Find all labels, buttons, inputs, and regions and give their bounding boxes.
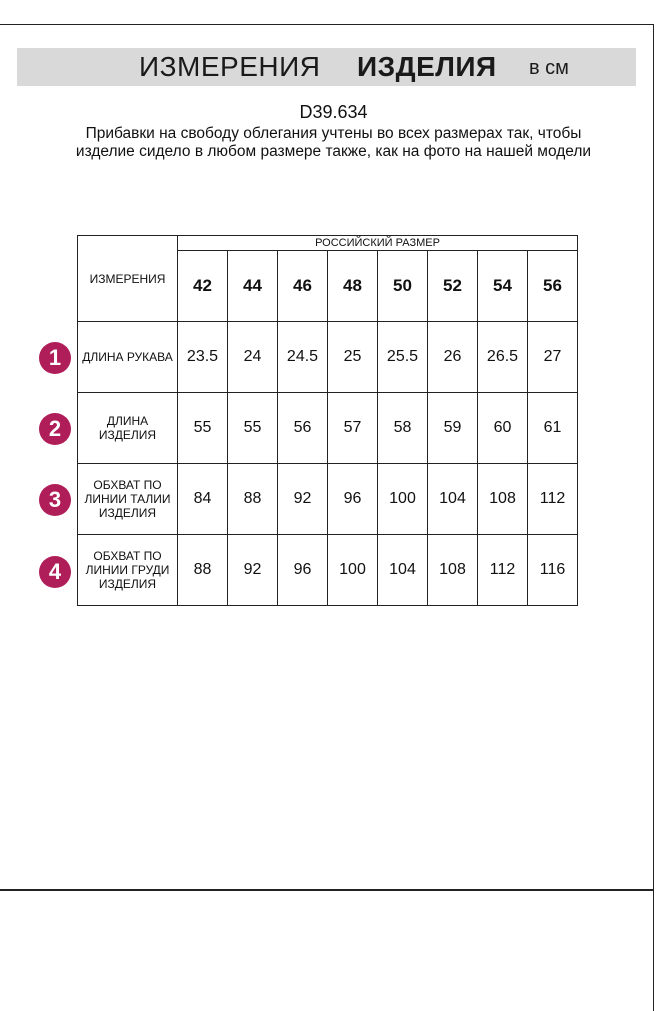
value-cell: 96 bbox=[278, 535, 328, 606]
value-cell: 112 bbox=[478, 535, 528, 606]
table-row bbox=[78, 322, 578, 393]
table-row bbox=[78, 535, 578, 606]
value-cell: 25.5 bbox=[378, 322, 428, 393]
unit-label: в см bbox=[529, 57, 569, 79]
value-cell: 100 bbox=[378, 464, 428, 535]
fit-note: Прибавки на свободу облегания учтены во всех размерах так, чтобы изделие сидело в любом размере также, как на фото на нашей модели bbox=[75, 125, 592, 160]
value-cell: 84 bbox=[178, 464, 228, 535]
size-header: 50 bbox=[378, 251, 428, 322]
value-cell: 104 bbox=[428, 464, 478, 535]
row-number-badge: 1 bbox=[39, 342, 71, 374]
row-number-badge: 3 bbox=[39, 484, 71, 516]
title-part1: ИЗМЕРЕНИЯ bbox=[139, 51, 321, 82]
value-cell: 55 bbox=[228, 393, 278, 464]
size-header: 52 bbox=[428, 251, 478, 322]
row-label: ОБХВАТ ПО ЛИНИИ ГРУДИ ИЗДЕЛИЯ bbox=[78, 535, 178, 606]
value-cell: 96 bbox=[328, 464, 378, 535]
value-cell: 92 bbox=[278, 464, 328, 535]
bottom-frame bbox=[0, 890, 654, 1011]
row-label: ДЛИНА ИЗДЕЛИЯ bbox=[78, 393, 178, 464]
value-cell: 112 bbox=[528, 464, 578, 535]
value-cell: 108 bbox=[428, 535, 478, 606]
table-row bbox=[78, 464, 578, 535]
value-cell: 23.5 bbox=[178, 322, 228, 393]
value-cell: 58 bbox=[378, 393, 428, 464]
size-header: 54 bbox=[478, 251, 528, 322]
value-cell: 100 bbox=[328, 535, 378, 606]
value-cell: 92 bbox=[228, 535, 278, 606]
value-cell: 26.5 bbox=[478, 322, 528, 393]
size-header: 46 bbox=[278, 251, 328, 322]
value-cell: 56 bbox=[278, 393, 328, 464]
value-cell: 88 bbox=[178, 535, 228, 606]
value-cell: 116 bbox=[528, 535, 578, 606]
size-header: 56 bbox=[528, 251, 578, 322]
table-row bbox=[78, 393, 578, 464]
row-number-badge: 4 bbox=[39, 556, 71, 588]
row-number-badge: 2 bbox=[39, 413, 71, 445]
value-cell: 26 bbox=[428, 322, 478, 393]
value-cell: 25 bbox=[328, 322, 378, 393]
measurements-header: ИЗМЕРЕНИЯ bbox=[78, 236, 178, 322]
row-label: ДЛИНА РУКАВА bbox=[78, 322, 178, 393]
product-code: D39.634 bbox=[299, 102, 368, 122]
title-part2: ИЗДЕЛИЯ bbox=[357, 51, 497, 82]
value-cell: 60 bbox=[478, 393, 528, 464]
size-header: 42 bbox=[178, 251, 228, 322]
value-cell: 24 bbox=[228, 322, 278, 393]
value-cell: 55 bbox=[178, 393, 228, 464]
value-cell: 88 bbox=[228, 464, 278, 535]
value-cell: 27 bbox=[528, 322, 578, 393]
size-header: 48 bbox=[328, 251, 378, 322]
size-header: 44 bbox=[228, 251, 278, 322]
value-cell: 61 bbox=[528, 393, 578, 464]
row-label: ОБХВАТ ПО ЛИНИИ ТАЛИИ ИЗДЕЛИЯ bbox=[78, 464, 178, 535]
value-cell: 24.5 bbox=[278, 322, 328, 393]
value-cell: 108 bbox=[478, 464, 528, 535]
value-cell: 59 bbox=[428, 393, 478, 464]
value-cell: 57 bbox=[328, 393, 378, 464]
header-banner bbox=[17, 48, 636, 86]
value-cell: 104 bbox=[378, 535, 428, 606]
size-table bbox=[77, 235, 578, 606]
size-group-header: РОССИЙСКИЙ РАЗМЕР bbox=[178, 236, 578, 251]
